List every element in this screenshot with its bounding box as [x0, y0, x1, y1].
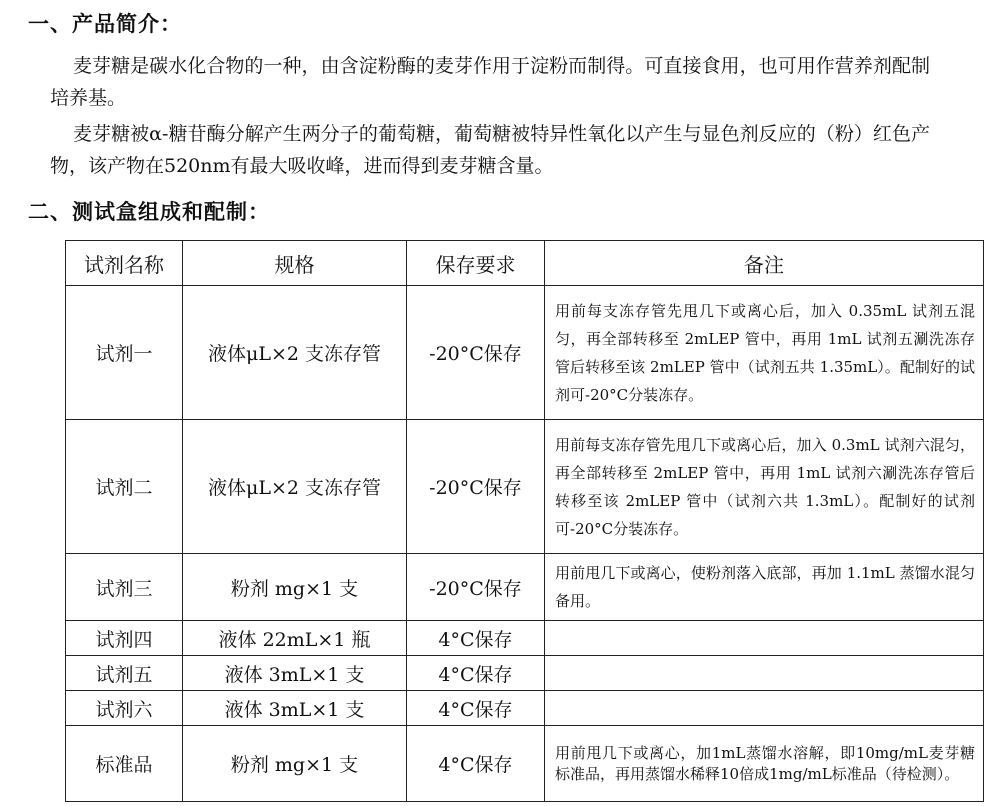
intro-paragraph-1: 麦芽糖是碳水化合物的一种，由含淀粉酶的麦芽作用于淀粉而制得。可直接食用，也可用作营养剂配制培养基。: [50, 55, 930, 109]
reagent-note: 用前甩几下或离心，使粉剂落入底部，再加 1.1mL 蒸馏水混匀备用。: [545, 554, 984, 621]
reagent-spec: 液体 3mL×1 支: [183, 691, 407, 726]
reagent-storage: 4°C保存: [407, 621, 545, 656]
intro-paragraph-2: 麦芽糖被α-糖苷酶分解产生两分子的葡萄糖，葡萄糖被特异性氧化以产生与显色剂反应的（粉）红色产物，该产物在520nm有最大吸收峰，进而得到麦芽糖含量。: [50, 123, 930, 177]
reagent-spec: 液体 3mL×1 支: [183, 656, 407, 691]
reagent-storage: -20°C保存: [407, 286, 545, 420]
table-header-row: [66, 241, 984, 286]
reagent-spec: 液体 22mL×1 瓶: [183, 621, 407, 656]
header-note: 备注: [545, 241, 984, 286]
reagent-spec: 粉剂 mg×1 支: [183, 726, 407, 802]
table-row: [66, 286, 984, 420]
table-row: [66, 621, 984, 656]
reagent-note: 用前每支冻存管先甩几下或离心后，加入 0.35mL 试剂五混匀，再全部转移至 2mLEP 管中，再用 1mL 试剂五涮洗冻存管后转移至该 2mLEP 管中（试剂五共 1.35mL）。配制好的试剂可-20°C分装冻存。: [545, 286, 984, 420]
reagent-note: [545, 621, 984, 656]
header-spec: 规格: [183, 241, 407, 286]
reagent-name: 标准品: [66, 726, 183, 802]
table-row: [66, 656, 984, 691]
reagent-storage: 4°C保存: [407, 656, 545, 691]
reagent-note: [545, 691, 984, 726]
reagent-note: 用前甩几下或离心，加1mL蒸馏水溶解，即10mg/mL麦芽糖标准品，再用蒸馏水稀释10倍成1mg/mL标准品（待检测）。: [545, 726, 984, 802]
reagent-name: 试剂二: [66, 420, 183, 554]
reagent-storage: -20°C保存: [407, 554, 545, 621]
reagent-spec: 液体μL×2 支冻存管: [183, 420, 407, 554]
table-row: [66, 554, 984, 621]
reagent-name: 试剂五: [66, 656, 183, 691]
table-row: [66, 726, 984, 802]
section-heading-intro: 一、产品简介：: [28, 12, 182, 36]
table-row: [66, 420, 984, 554]
reagent-name: 试剂六: [66, 691, 183, 726]
reagent-spec: 粉剂 mg×1 支: [183, 554, 407, 621]
reagent-note: 用前每支冻存管先甩几下或离心后，加入 0.3mL 试剂六混匀，再全部转移至 2mLEP 管中，再用 1mL 试剂六涮洗冻存管后转移至该 2mLEP 管中（试剂六共 1.3mL）。配制好的试剂可-20°C分装冻存。: [545, 420, 984, 554]
header-name: 试剂名称: [66, 241, 183, 286]
reagent-storage: 4°C保存: [407, 726, 545, 802]
header-storage: 保存要求: [407, 241, 545, 286]
reagent-spec: 液体μL×2 支冻存管: [183, 286, 407, 420]
reagent-table: [65, 240, 984, 802]
reagent-name: 试剂三: [66, 554, 183, 621]
reagent-storage: 4°C保存: [407, 691, 545, 726]
table-row: [66, 691, 984, 726]
section-heading-kit: 二、测试盒组成和配制：: [28, 200, 270, 224]
reagent-note: [545, 656, 984, 691]
reagent-storage: -20°C保存: [407, 420, 545, 554]
reagent-name: 试剂四: [66, 621, 183, 656]
reagent-name: 试剂一: [66, 286, 183, 420]
